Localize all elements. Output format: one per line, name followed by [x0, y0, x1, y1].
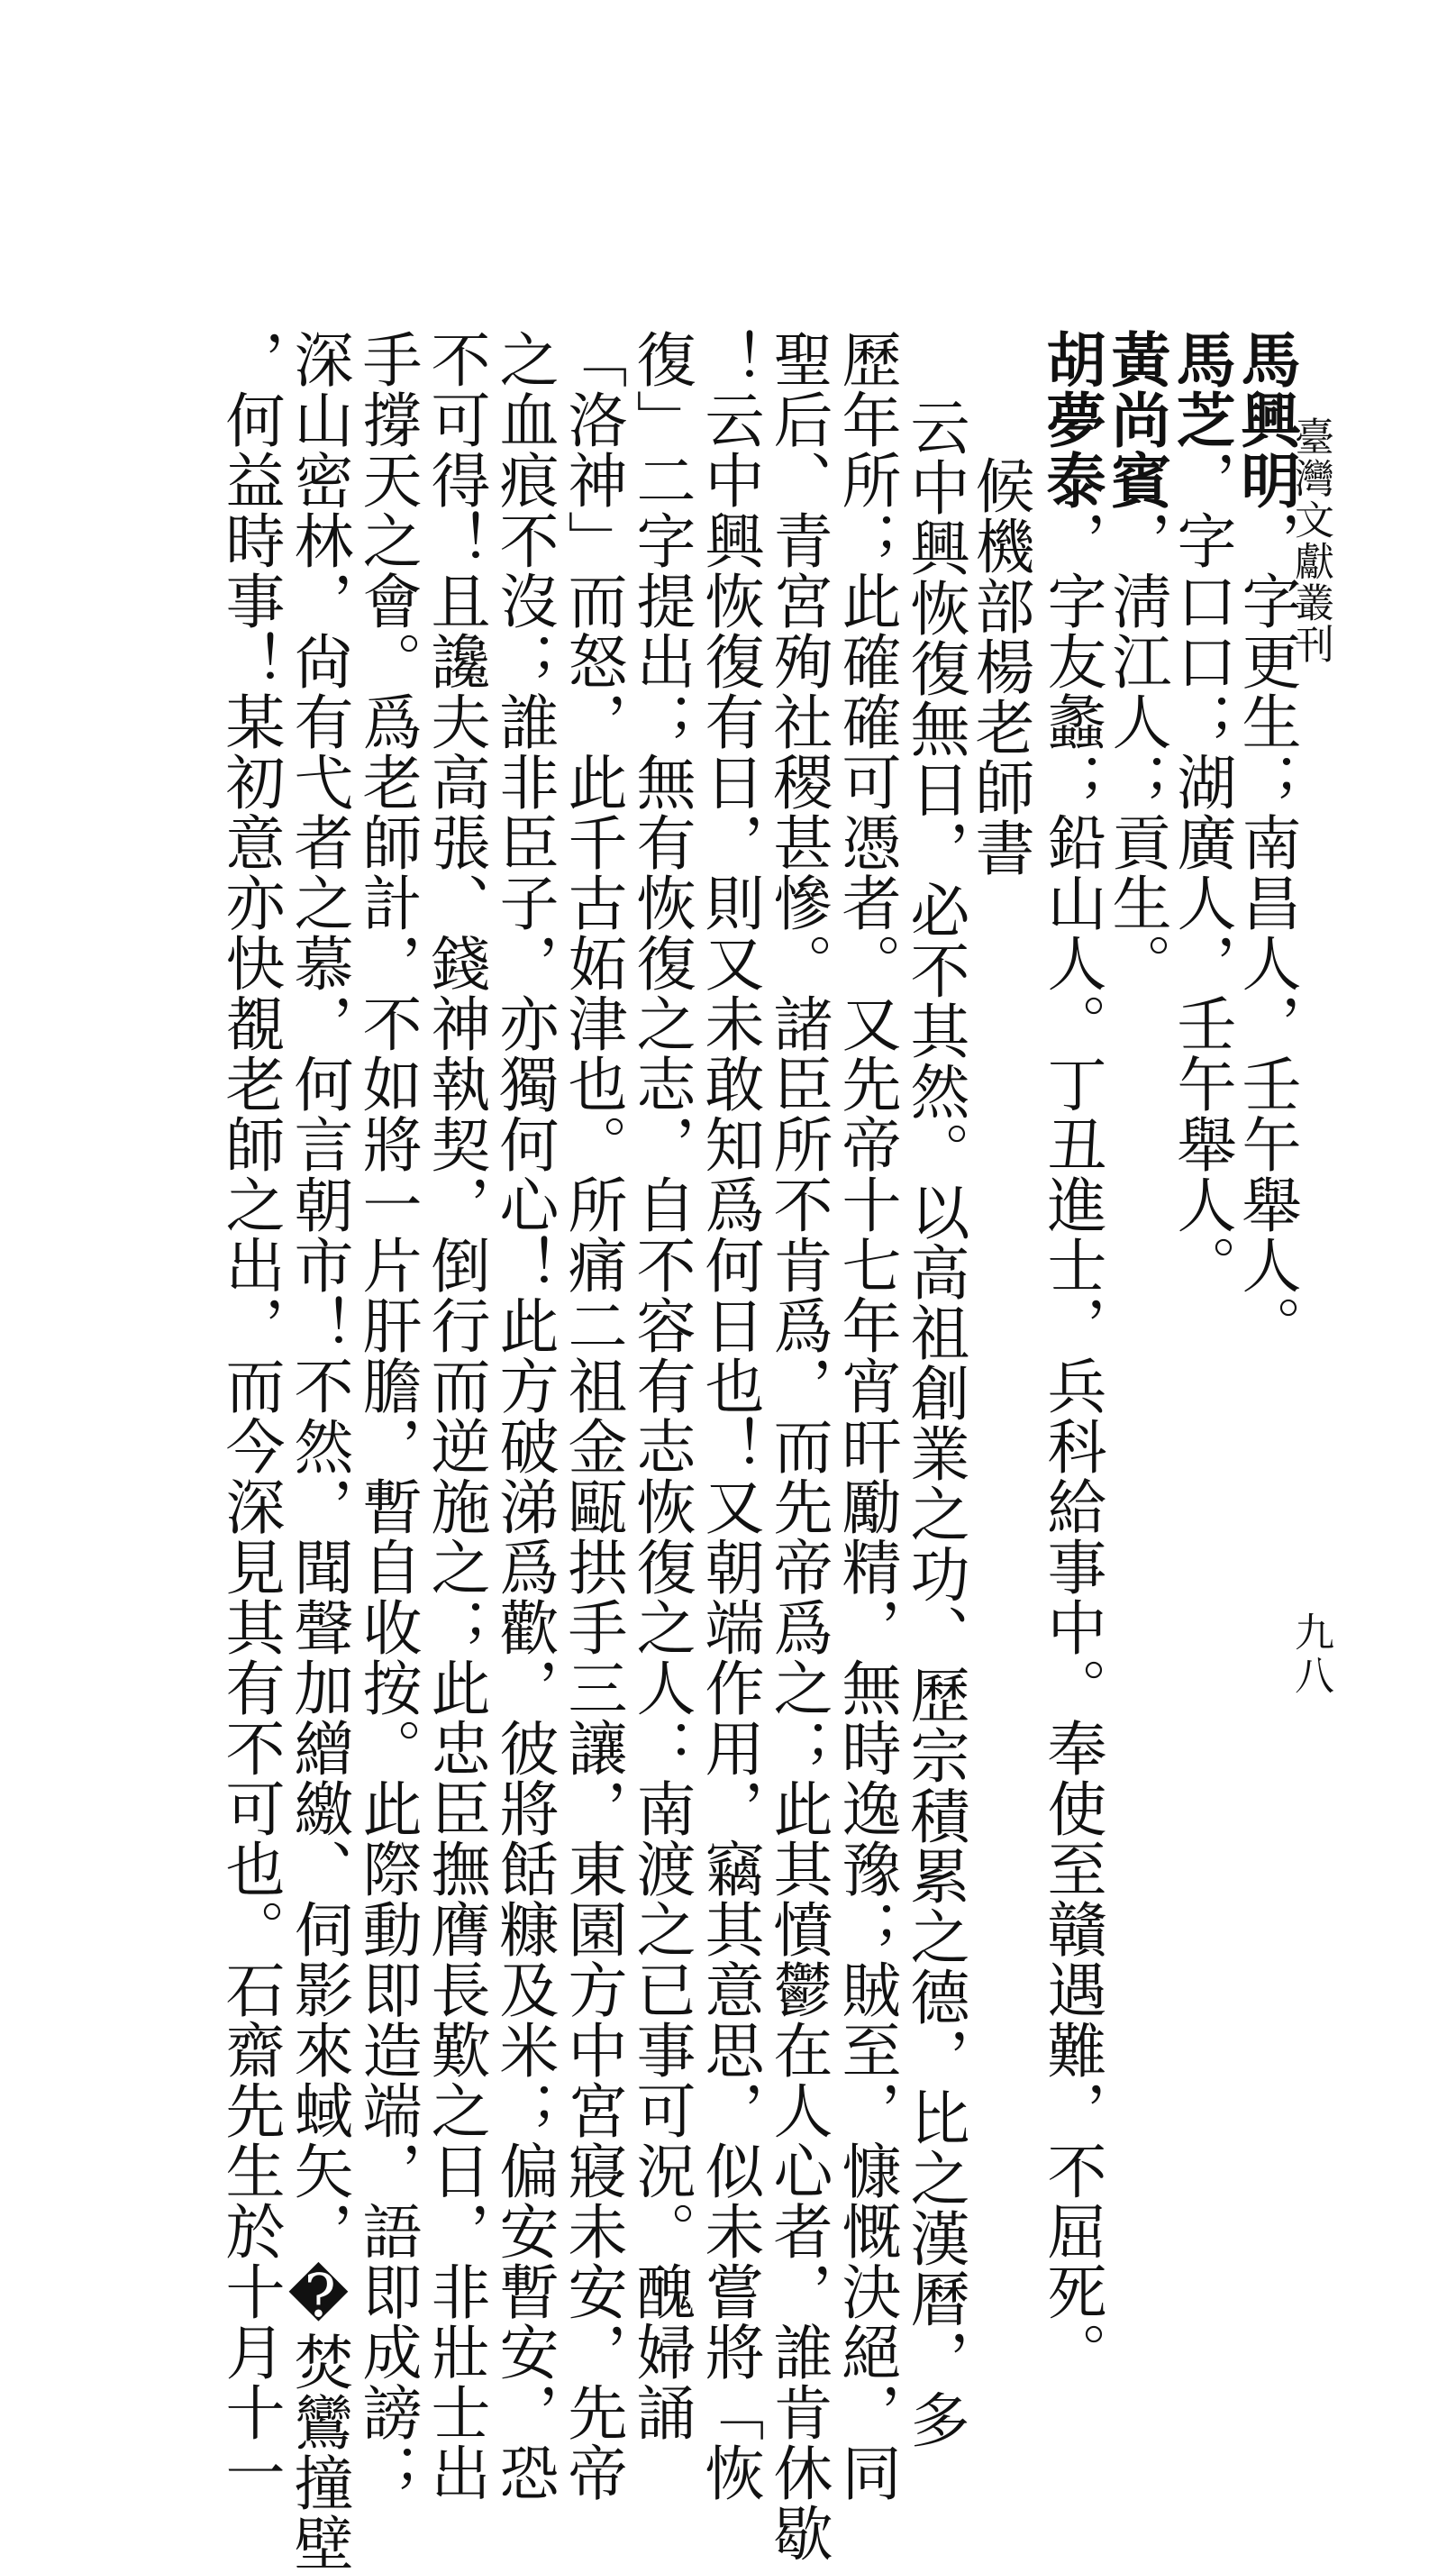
bio-text: ，字友蠡；鉛山人。丁丑進士，兵科給事中。奉使至贛遇難，不屈死。 — [1037, 510, 1106, 2382]
letter-line: 云中興恢復無日，必不其然。以高祖創業之功、歷宗積累之德，比之漢曆，多 — [900, 397, 969, 2450]
bio-text: ，字更生；南昌人，壬午舉人。 — [1232, 510, 1301, 1355]
bio-name: 胡夢泰 — [1036, 329, 1106, 510]
bio-entry — [1036, 329, 1106, 2382]
letter-line: 歷年所；此確確可憑者。又先帝十七年宵旰勵精，無時逸豫；賊至，慷慨決絕，同 — [832, 329, 901, 2503]
letter-line: 復」二字提出；無有恢復之志，自不容有志恢復之人：南渡之已事可況。醜婦誦 — [626, 329, 696, 2442]
bio-text: ，淸江人；貢生。 — [1102, 510, 1171, 993]
letter-line: ！云中興恢復有日，則又未敢知爲何日也！又朝端作用，竊其意思，似未嘗將「恢 — [695, 329, 764, 2503]
letter-line: ，何益時事！某初意亦快覩老師之出，而今深見其有不可也。石齋先生於十月十一 — [215, 329, 285, 2503]
book-title-header: 臺灣文獻叢刊 — [1288, 416, 1333, 665]
bio-text: ，字口口；湖廣人，壬午舉人。 — [1167, 450, 1236, 1295]
bio-entry — [1101, 329, 1171, 993]
letter-line: 手撐天之會。爲老師計，不如將一片肝膽，暫自收按。此際動即造端，語即成謗； — [352, 329, 422, 2503]
letter-line: 聖后、青宮殉社稷甚慘。諸臣所不肯爲，而先帝爲之；此其憤鬱在人心者，誰肯休歇 — [763, 329, 833, 2563]
letter-line: 不可得！且讒夫高張、錢神執契，倒行而逆施之；此忠臣撫膺長歎之日，非壯士出 — [421, 329, 490, 2503]
letter-title: 候機部楊老師書 — [965, 455, 1034, 878]
page-number: 九八 — [1288, 1611, 1333, 1698]
letter-line: 之血痕不沒；誰非臣子，亦獨何心！此方破涕爲歡，彼將餂糠及米；偏安暫安，恐 — [489, 329, 559, 2503]
bio-name: 馬芝 — [1166, 329, 1236, 450]
letter-line: 深山密林，尙有弋者之慕，何言朝市！不然，聞聲加繒繳、伺影來蜮矢，�焚鸞撞壁 — [284, 329, 353, 2573]
letter-line: 「洛神」而怒，此千古妬津也。所痛二祖金甌拱手三讓，東園方中宮寢未安，先帝 — [558, 329, 627, 2503]
bio-entry — [1231, 329, 1301, 1355]
bio-name: 黃尚賓 — [1101, 329, 1171, 510]
bio-entry — [1166, 329, 1236, 1295]
bio-name: 馬興明 — [1231, 329, 1301, 510]
